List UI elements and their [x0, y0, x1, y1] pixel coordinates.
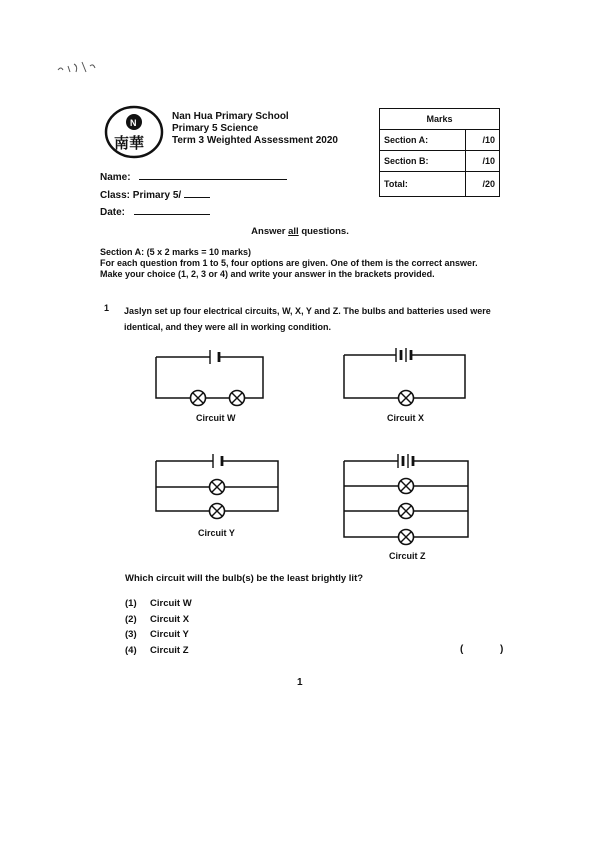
answer-bracket-close: ): [500, 644, 504, 655]
question-number: 1: [104, 303, 110, 313]
answer-box[interactable]: [470, 645, 500, 657]
option-3-num: (3): [125, 629, 137, 640]
circuit-z-label: Circuit Z: [389, 551, 426, 561]
section-a-label: Section A:: [380, 130, 466, 151]
circuit-z-bulb-2: [399, 504, 414, 519]
circuit-x-bulb: [399, 391, 414, 406]
options-list: [125, 598, 192, 660]
name-label: Name:: [100, 172, 131, 183]
circuit-z: [344, 454, 468, 537]
section-b-score: /10: [465, 151, 499, 172]
circuit-y-bulb-1: [210, 480, 225, 495]
circuit-w-bulb-2: [230, 391, 245, 406]
option-2-num: (2): [125, 613, 137, 625]
option-1[interactable]: [125, 598, 192, 614]
section-a-line1: For each question from 1 to 5, four options are given. One of them is the correct answer.: [100, 258, 478, 268]
level-subject: Primary 5 Science: [172, 123, 259, 134]
circuit-x-label: Circuit X: [387, 413, 425, 423]
class-field[interactable]: [100, 188, 210, 201]
answer-bracket-open: (: [460, 644, 464, 655]
option-4-num: (4): [125, 644, 137, 656]
option-1-text: Circuit W: [150, 598, 192, 609]
circuit-z-bulb-1: [399, 479, 414, 494]
circuit-w-bulb-1: [191, 391, 206, 406]
class-label: Class: Primary 5/: [100, 190, 182, 201]
date-label: Date:: [100, 207, 126, 218]
school-name: Nan Hua Primary School: [172, 111, 289, 122]
option-2-text: Circuit X: [150, 613, 190, 625]
option-4-text: Circuit Z: [150, 644, 189, 656]
total-label: Total:: [380, 172, 466, 197]
option-3[interactable]: [125, 629, 192, 645]
svg-text:N: N: [130, 118, 137, 128]
instruction-post: questions.: [298, 226, 349, 237]
option-1-num: (1): [125, 598, 137, 609]
instruction: [0, 226, 600, 237]
section-a-title: Section A: (5 x 2 marks = 10 marks): [100, 247, 251, 257]
pencil-scribble: [56, 58, 102, 78]
circuit-w-label: Circuit W: [196, 413, 236, 423]
circuit-y-bulb-2: [210, 504, 225, 519]
question-text: [124, 303, 514, 335]
instruction-emph: all: [288, 226, 299, 237]
circuit-z-bulb-3: [399, 530, 414, 545]
section-a-block: [100, 247, 520, 280]
logo-chinese-text: 南華: [114, 134, 145, 152]
question-prompt: Which circuit will the bulb(s) be the least brightly lit?: [125, 573, 364, 584]
page-number: 1: [297, 677, 303, 688]
option-3-text: Circuit Y: [150, 629, 189, 640]
name-field[interactable]: [100, 170, 287, 183]
instruction-pre: Answer: [251, 226, 289, 237]
section-a-line2: Make your choice (1, 2, 3 or 4) and write your answer in the brackets provided.: [100, 269, 435, 279]
question-text-line2: identical, and they were all in working condition.: [124, 322, 332, 332]
class-blank[interactable]: [184, 188, 210, 198]
date-blank[interactable]: [134, 205, 210, 215]
circuit-w: [156, 350, 263, 398]
assessment-title: Term 3 Weighted Assessment 2020: [172, 135, 338, 146]
circuit-y-label: Circuit Y: [198, 528, 235, 538]
option-4[interactable]: [125, 645, 192, 661]
section-b-label: Section B:: [380, 151, 466, 172]
name-blank[interactable]: [139, 170, 287, 180]
marks-table: [379, 108, 500, 197]
circuit-diagrams: [140, 340, 490, 570]
total-score: /20: [465, 172, 499, 197]
marks-header: Marks: [380, 109, 500, 130]
option-2[interactable]: [125, 614, 192, 630]
date-field[interactable]: [100, 205, 210, 218]
section-a-score: /10: [465, 130, 499, 151]
question-text-line1: Jaslyn set up four electrical circuits, W, X, Y and Z. The bulbs and batteries used were: [124, 306, 491, 316]
